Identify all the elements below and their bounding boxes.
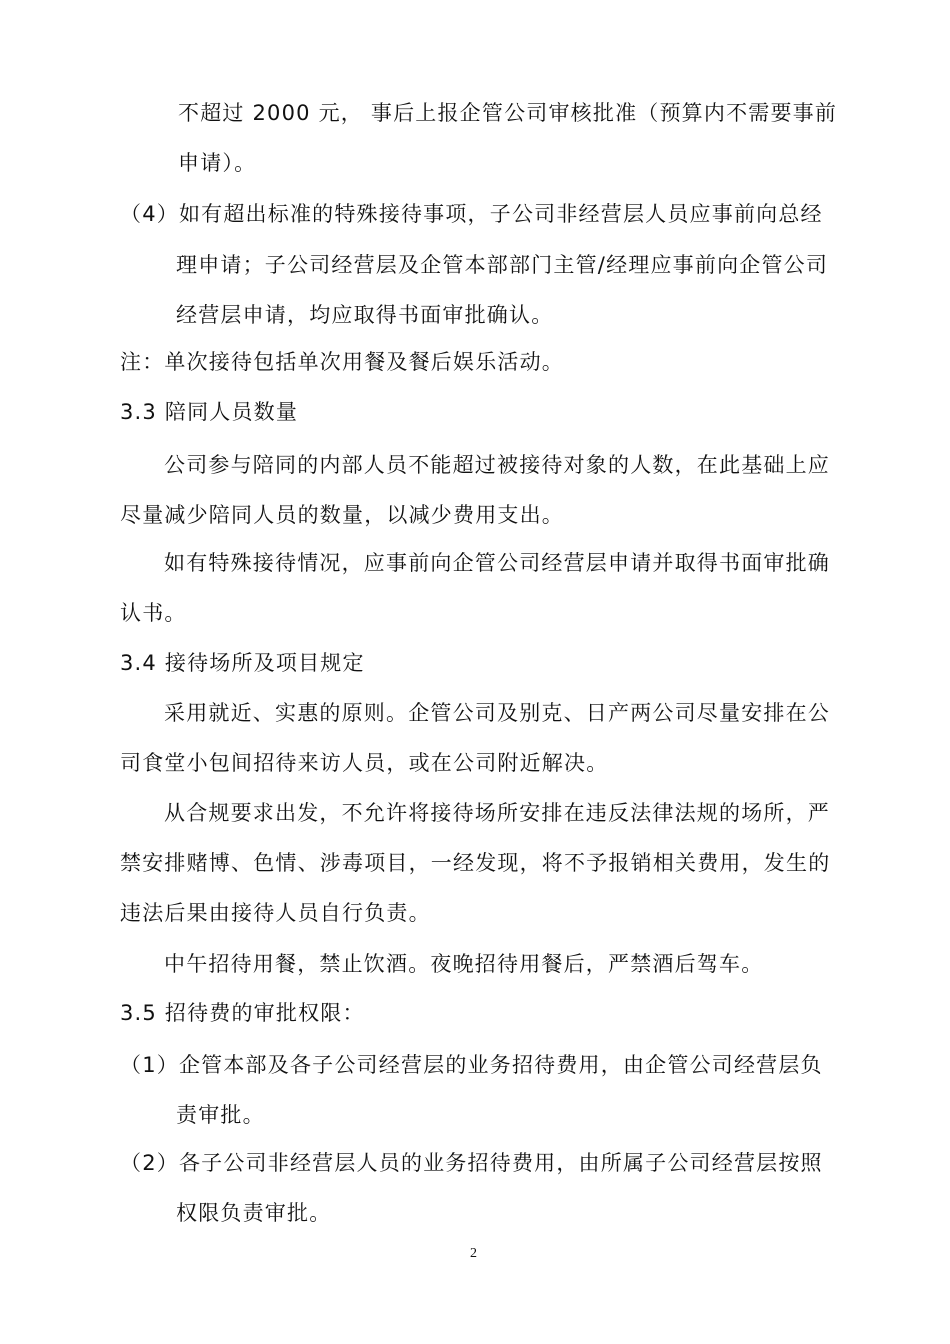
text-line: 违法后果由接待人员自行负责。 [120,901,431,925]
text-line: 责审批。 [176,1103,265,1127]
text-line: （1）企管本部及各子公司经营层的业务招待费用，由企管公司经营层负 [120,1053,823,1077]
text-line: 申请）。 [178,151,257,175]
text-line: 中午招待用餐，禁止饮酒。夜晚招待用餐后，严禁酒后驾车。 [164,952,764,976]
text-line: 采用就近、实惠的原则。企管公司及别克、日产两公司尽量安排在公 [164,701,830,725]
note-line: 注：单次接待包括单次用餐及餐后娱乐活动。 [120,350,564,374]
text-line: （2）各子公司非经营层人员的业务招待费用，由所属子公司经营层按照 [120,1151,823,1175]
text-line: 尽量减少陪同人员的数量，以减少费用支出。 [120,503,564,527]
text-line: 经营层申请，均应取得书面审批确认。 [176,303,554,327]
text-line: 从合规要求出发，不允许将接待场所安排在违反法律法规的场所，严 [164,801,830,825]
section-heading-3-3: 3.3 陪同人员数量 [120,400,299,424]
text-line: 理申请；子公司经营层及企管本部部门主管/经理应事前向企管公司 [176,253,829,277]
text-line: 不超过 2000 元， 事后上报企管公司审核批准（预算内不需要事前 [178,101,838,125]
text-line: 禁安排赌博、色情、涉毒项目，一经发现，将不予报销相关费用，发生的 [120,851,831,875]
section-heading-3-4: 3.4 接待场所及项目规定 [120,651,365,675]
text-line: 司食堂小包间招待来访人员，或在公司附近解决。 [120,751,609,775]
page-number: 2 [470,1246,477,1261]
section-heading-3-5: 3.5 招待费的审批权限： [120,1001,365,1025]
text-line: 如有特殊接待情况，应事前向企管公司经营层申请并取得书面审批确 [164,551,830,575]
text-line: 认书。 [120,601,187,625]
text-line: （4）如有超出标准的特殊接待事项，子公司非经营层人员应事前向总经 [120,202,823,226]
text-line: 权限负责审批。 [176,1201,332,1225]
text-line: 公司参与陪同的内部人员不能超过被接待对象的人数，在此基础上应 [164,453,830,477]
